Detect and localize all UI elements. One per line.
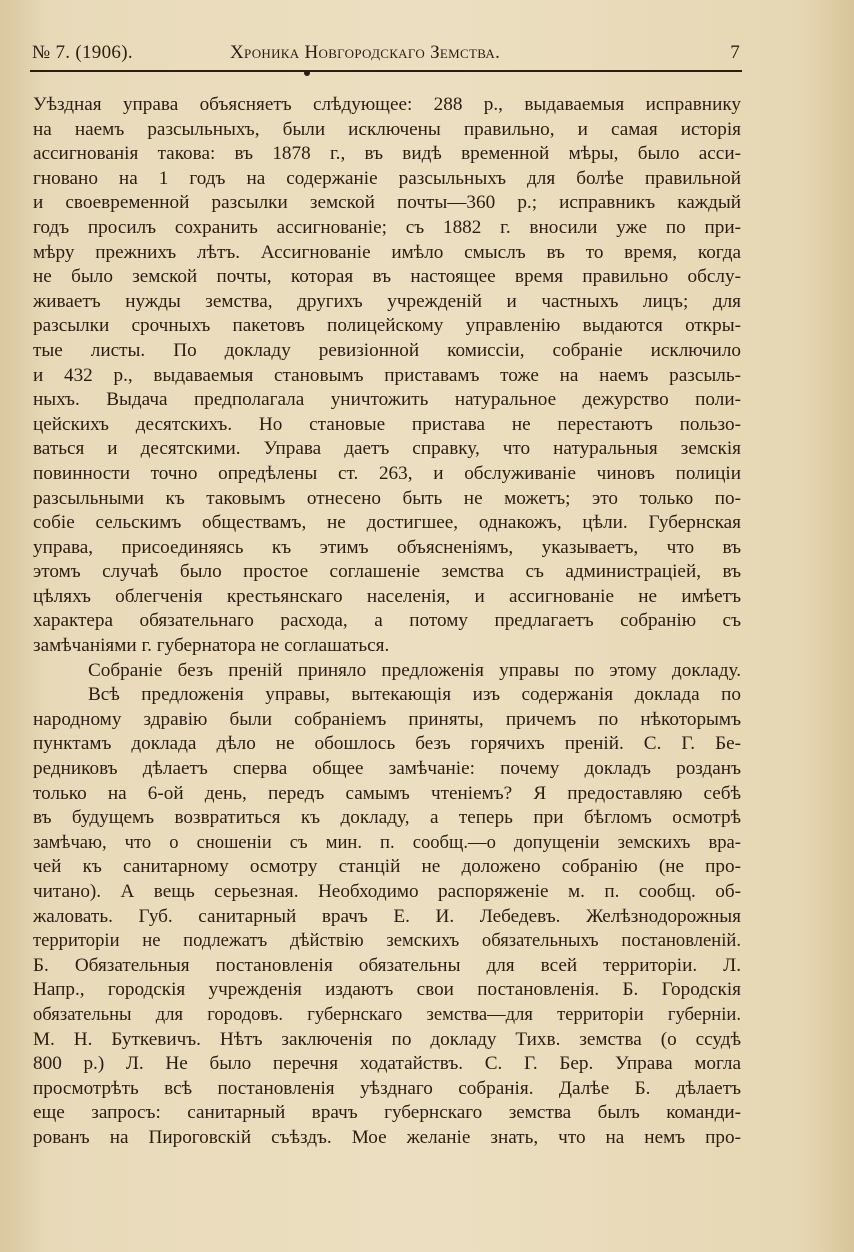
- ornament-dot: [304, 70, 310, 76]
- text-line: 800 р.) Л. Не было перечня ходатайствъ. С. Г. Бер. Управа могла: [33, 1053, 741, 1075]
- text-line: характера обязательнаго расхода, а потому предлагаетъ собранію съ: [33, 610, 741, 632]
- text-line: повинности точно опредѣлены ст. 263, и обслуживаніе чиновъ полиціи: [33, 462, 741, 484]
- text-line: цейскихъ десятскихъ. Но становые пристава не перестаютъ пользо-: [33, 413, 741, 435]
- text-line: Всѣ предложенія управы, вытекающія изъ содержанія доклада по: [88, 684, 741, 706]
- text-line: чей къ санитарному осмотру станцій не доложено собранію (не про-: [33, 856, 741, 878]
- text-line: Б. Обязательныя постановленія обязательны для всей территоріи. Л.: [33, 954, 741, 976]
- text-line: годъ просилъ сохранить ассигнованіе; съ 1882 г. вносили уже по при-: [33, 216, 741, 238]
- text-line: собіе сельскимъ обществамъ, не достигшее, однакожъ, цѣли. Губернская: [33, 512, 741, 534]
- text-line: замѣчаніями г. губернатора не соглашаться.: [33, 635, 390, 657]
- text-line: М. Н. Буткевичъ. Нѣтъ заключенія по докладу Тихв. земства (о ссудѣ: [33, 1028, 741, 1050]
- text-line: Уѣздная управа объясняетъ слѣдующее: 288 р., выдаваемыя исправнику: [33, 94, 741, 115]
- text-line: территоріи не подлежатъ дѣйствію земскихъ обязательныхъ постановленій.: [33, 930, 741, 952]
- text-line: ассигнованія такова: въ 1878 г., въ видѣ временной мѣры, было асси-: [33, 143, 741, 165]
- header-rule: [30, 70, 742, 72]
- text-line: не было земской почты, которая въ настоящее время правильно обслу-: [33, 266, 741, 288]
- text-line: Собраніе безъ преній приняло предложенія управы по этому докладу.: [88, 659, 741, 681]
- text-line: редниковъ дѣлаетъ сперва общее замѣчаніе: почему докладъ розданъ: [33, 758, 741, 780]
- text-line: на наемъ разсыльныхъ, были исключены правильно, и самая исторія: [33, 118, 741, 140]
- text-line: разсылки срочныхъ пакетовъ полицейскому управленію выдаются откры-: [33, 315, 741, 337]
- text-line: рованъ на Пироговскій съѣздъ. Мое желаніе знать, что на немъ про-: [33, 1126, 741, 1148]
- text-line: гновано на 1 годъ на содержаніе разсыльныхъ для болѣе правильной: [33, 167, 741, 189]
- journal-title: Хроника Новгородскаго Земства.: [230, 42, 501, 63]
- text-line: живаетъ нужды земства, другихъ учрежденій и частныхъ лицъ; для: [33, 290, 741, 312]
- page-number: 7: [730, 42, 740, 63]
- text-line: и 432 р., выдаваемыя становымъ приставамъ тоже на наемъ разсыль-: [33, 364, 741, 386]
- text-line: читано). А вещь серьезная. Необходимо распоряженіе м. п. сообщ. об-: [33, 881, 741, 902]
- text-line: разсыльными къ таковымъ отнесено быть не можетъ; это только по-: [33, 487, 741, 509]
- text-line: цѣляхъ облегченія крестьянскаго населенія, и ассигнованіе не имѣетъ: [33, 585, 741, 607]
- text-line: только на 6-ой день, передъ самымъ чтеніемъ? Я предоставляю себѣ: [33, 782, 741, 804]
- text-line: пунктамъ доклада дѣло не обошлось безъ горячихъ преній. С. Г. Бе-: [33, 733, 741, 755]
- text-line: Напр., городскія учрежденія издаютъ свои постановленія. Б. Городскія: [33, 979, 741, 1001]
- text-line: обязательны для городовъ. губернскаго земства—для территоріи губерніи.: [33, 1003, 741, 1025]
- text-line: этомъ случаѣ было простое соглашеніе земства съ администраціей, въ: [33, 561, 741, 583]
- text-line: ваться и десятскими. Управа даетъ справку, что натуральныя земскія: [33, 438, 741, 460]
- issue-number: № 7. (1906).: [32, 42, 133, 63]
- text-line: тые листы. По докладу ревизіонной комиссіи, собраніе исключило: [33, 339, 741, 361]
- text-line: народному здравію были собраніемъ приняты, причемъ по нѣкоторымъ: [33, 708, 741, 730]
- text-line: просмотрѣть всѣ постановленія уѣзднаго собранія. Далѣе Б. дѣлаетъ: [33, 1077, 741, 1099]
- running-header: [32, 42, 740, 70]
- text-line: ныхъ. Выдача предполагала уничтожить натуральное дежурство поли-: [33, 389, 741, 411]
- text-line: замѣчаю, что о сношеніи съ мин. п. сообщ.—о допущеніи земскихъ вра-: [33, 831, 741, 853]
- text-line: жаловать. Губ. санитарный врачъ Е. И. Лебедевъ. Желѣзнодорожныя: [33, 905, 741, 927]
- text-line: еще запросъ: санитарный врачъ губернскаго земства былъ команди-: [33, 1102, 741, 1124]
- text-line: въ будущемъ возвратиться къ докладу, а теперь при бѣгломъ осмотрѣ: [33, 807, 741, 829]
- body-text: [33, 93, 741, 1151]
- text-line: управа, присоединяясь къ этимъ объясненіямъ, указываетъ, что въ: [33, 536, 741, 558]
- text-line: мѣру прежнихъ лѣтъ. Ассигнованіе имѣло смыслъ въ то время, когда: [33, 241, 741, 263]
- text-line: и своевременной разсылки земской почты—360 р.; исправникъ каждый: [33, 192, 741, 214]
